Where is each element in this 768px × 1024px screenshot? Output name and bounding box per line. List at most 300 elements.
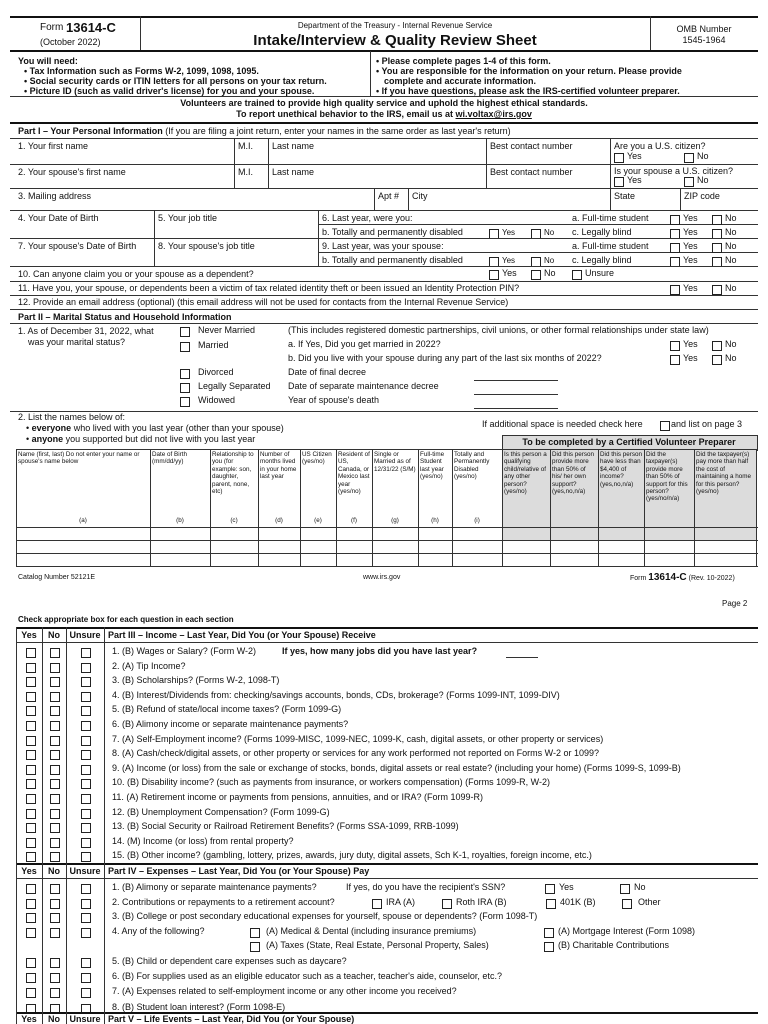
expense-2-no-checkbox[interactable] [50,899,60,909]
income-2-unsure-checkbox[interactable] [81,663,91,673]
ira-checkbox[interactable] [372,899,382,909]
dependents-column-header: US Citizen (yes/no) [302,451,332,466]
part2-title: Part II – Marital Status and Household Information [18,312,232,322]
expense-2-unsure-checkbox[interactable] [81,899,91,909]
space-note-2: and list on page 3 [671,419,743,429]
income-15-no-checkbox[interactable] [50,852,60,862]
column-head-unsure: Unsure [69,866,101,876]
dependent-cell-input[interactable] [336,553,372,566]
catalog-number: Catalog Number 52121E [18,574,96,581]
income-12-unsure-checkbox[interactable] [81,809,91,819]
expense-question: 8. (B) Student loan interest? (Form 1098-E) [112,1002,286,1012]
yes-label: Yes [502,256,516,265]
income-question: 14. (M) Income (or loss) from rental property? [112,835,294,846]
identity-yes-checkbox[interactable] [670,285,680,295]
spouse-citizen-no-checkbox[interactable] [684,177,694,187]
never-married-label: Never Married [198,325,256,335]
form-number: 13614-C [66,20,116,35]
space-note: If additional space is needed check here [482,419,643,429]
last-year-spouse-label: 9. Last year, was your spouse: [322,241,444,251]
separated-checkbox[interactable] [180,383,190,393]
expense-3-yes-checkbox[interactable] [26,913,36,923]
need-right-item: • Please complete pages 1-4 of this form. [376,56,551,66]
instructions: Check appropriate box for each question in each section [18,615,234,624]
expense-4-no-checkbox[interactable] [50,928,60,938]
spouse-death-label: Year of spouse's death [288,395,379,405]
married-label: Married [198,340,229,350]
live-with-spouse-question: b. Did you live with your spouse during any part of the last six months of 2022? [288,353,602,363]
taxes-label: (A) Taxes (State, Real Estate, Personal Property, Sales) [266,940,489,950]
income-3-yes-checkbox[interactable] [26,677,36,687]
identity-no-checkbox[interactable] [712,285,722,295]
agency: Department of the Treasury - Internal Revenue Service [297,21,493,30]
income-question: 1. (B) Wages or Salary? (Form W-2) [112,646,257,656]
taxes-checkbox[interactable] [250,942,260,952]
income-10-unsure-checkbox[interactable] [81,779,91,789]
state-label: State [614,191,636,201]
recipient-ssn-question: If yes, do you have the recipient's SSN? [346,882,506,892]
need-item: • Picture ID (such as valid driver's license) for you and your spouse. [24,86,315,96]
need-item: • Tax Information such as Forms W-2, 1099, 1098, 1095. [24,66,259,76]
dependent-cell-input[interactable] [210,527,258,540]
dependents-column-header: Totally and Permanently Disabled (yes/no) [454,451,490,481]
yes-label: Yes [683,241,698,251]
mortgage-checkbox[interactable] [544,928,554,938]
ira-label: IRA (A) [386,897,416,907]
no-label: No [725,241,737,251]
no-label: No [697,151,709,161]
spouse-dob-label: 7. Your spouse's Date of Birth [18,241,137,251]
last-name-label: Last name [272,141,315,151]
legally-blind-label: c. Legally blind [572,255,632,265]
income-question: 12. (B) Unemployment Compensation? (Form 1099-G) [112,806,330,817]
column-head-yes: Yes [21,866,37,876]
mi-label: M.I. [238,167,253,177]
need-right-item: • If you have questions, please ask the IRS-certified volunteer preparer. [376,86,680,96]
expense-5-no-checkbox[interactable] [50,958,60,968]
separated-label: Legally Separated [198,381,271,391]
dependent-cell-input[interactable] [452,553,502,566]
yes-label: Yes [683,227,698,237]
dependent-cell-input[interactable] [418,540,452,553]
yes-label: Yes [502,228,516,237]
email-question: 12. Provide an email address (optional) (this email address will not be used for contacts from the Internal Revenue Service) [18,297,509,307]
form-footer: Form 13614-C (Rev. 10-2022) [630,572,735,583]
live-with-spouse-yes-checkbox[interactable] [670,355,680,365]
income-question: 8. (A) Cash/check/digital assets, or other property or services for any work performed not reported on Forms W-2 or 1099? [112,748,600,759]
expense-6-unsure-checkbox[interactable] [81,973,91,983]
column-head-unsure: Unsure [69,1014,101,1024]
disabled-label: b. Totally and permanently disabled [322,227,463,237]
income-13-no-checkbox[interactable] [50,823,60,833]
income-11-yes-checkbox[interactable] [26,794,36,804]
roth-ira-checkbox[interactable] [442,899,452,909]
income-4-yes-checkbox[interactable] [26,692,36,702]
spouse-citizen-question: Is your spouse a U.S. citizen? [614,166,734,176]
income-5-no-checkbox[interactable] [50,706,60,716]
dependent-cell-input[interactable] [694,540,756,553]
income-8-yes-checkbox[interactable] [26,750,36,760]
dependents-column-letter: (f) [351,517,357,524]
expense-6-yes-checkbox[interactable] [26,973,36,983]
income-4-unsure-checkbox[interactable] [81,692,91,702]
live-with-spouse-no-checkbox[interactable] [712,355,722,365]
separate-decree-label: Date of separate maintenance decree [288,381,439,391]
jobs-count-input[interactable] [506,657,538,658]
dependent-cell-input[interactable] [372,540,418,553]
column-head-yes: Yes [21,1014,37,1024]
expense-question: 1. (B) Alimony or separate maintenance payments? [112,882,317,892]
identity-theft-question: 11. Have you, your spouse, or dependents been a victim of tax related identity theft or been issued an Identity Protection PIN? [18,283,520,293]
yes-label: Yes [683,353,698,363]
income-7-yes-checkbox[interactable] [26,736,36,746]
dependent-cell-input[interactable] [258,553,300,566]
income-6-yes-checkbox[interactable] [26,721,36,731]
married-2022-question: a. If Yes, Did you get married in 2022? [288,339,441,349]
expense-question: 7. (A) Expenses related to self-employment income or any other income you received? [112,986,457,996]
no-label: No [544,228,555,237]
jobs-question: If yes, how many jobs did you have last year? [282,646,478,656]
income-question: 10. (B) Disability income? (such as payments from insurance, or workers compensation) (Forms 1099-R, W-2) [112,777,550,788]
income-9-unsure-checkbox[interactable] [81,765,91,775]
expense-question: 3. (B) College or post secondary educational expenses for yourself, spouse or dependents? (Form 1098-T) [112,911,538,921]
expense-question: 5. (B) Child or dependent care expenses such as daycare? [112,956,347,966]
part3-title: Part III – Income – Last Year, Did You (or Your Spouse) Receive [108,630,376,640]
dependent-cell-input[interactable] [150,553,210,566]
yes-label: Yes [502,268,517,278]
income-13-yes-checkbox[interactable] [26,823,36,833]
spouse-citizen-yes-checkbox[interactable] [614,177,624,187]
dependent-cell-input[interactable] [418,527,452,540]
form-label: Form [40,22,64,33]
dependents-column-letter: (c) [230,517,238,524]
expense-1-unsure-checkbox[interactable] [81,884,91,894]
dependent-cell-input[interactable] [694,527,756,540]
dependents-column-header: Did the taxpayer(s) provide more than 50% of support for this person? (yes/no/n/a) [646,451,688,503]
income-12-yes-checkbox[interactable] [26,809,36,819]
marital-question: 1. As of December 31, 2022, what [18,326,154,336]
widowed-label: Widowed [198,395,236,405]
dependent-cell-input[interactable] [550,553,598,566]
dependent-cell-input[interactable] [16,527,150,540]
income-1-yes-checkbox[interactable] [26,648,36,658]
dependent-cell-input[interactable] [598,540,644,553]
citizen-question: Are you a U.S. citizen? [614,141,706,151]
need-right-item: complete and accurate information. [384,76,537,86]
income-5-unsure-checkbox[interactable] [81,706,91,716]
income-15-unsure-checkbox[interactable] [81,852,91,862]
partnership-note: (This includes registered domestic partnerships, civil unions, or other formal relationships under state law) [288,325,709,335]
dependent-cell-input[interactable] [502,540,550,553]
income-7-unsure-checkbox[interactable] [81,736,91,746]
dependents-column-header: Did this person have less than $4,400 of income? (yes,no,n/a) [600,451,642,488]
form-date: (October 2022) [40,37,101,47]
married-2022-yes-checkbox[interactable] [670,341,680,351]
spouse-student-yes-checkbox[interactable] [670,243,680,253]
yes-label: Yes [627,175,642,185]
income-11-no-checkbox[interactable] [50,794,60,804]
income-question: 15. (B) Other income? (gambling, lottery, prizes, awards, jury duty, digital assets, Sch K-1, royalties, foreign income, etc.) [112,850,592,861]
income-10-no-checkbox[interactable] [50,779,60,789]
dependent-cell-input[interactable] [694,553,756,566]
column-head-yes: Yes [21,630,37,640]
income-question: 13. (B) Social Security or Railroad Retirement Benefits? (Forms SSA-1099, RRB-1099) [112,821,459,832]
no-label: No [725,255,737,265]
part4-title: Part IV – Expenses – Last Year, Did You (or Your Spouse) Pay [108,866,370,876]
income-1-unsure-checkbox[interactable] [81,648,91,658]
dependent-no-checkbox[interactable] [531,270,541,280]
expense-4-unsure-checkbox[interactable] [81,928,91,938]
dependent-cell-input[interactable] [644,553,694,566]
divorced-label: Divorced [198,367,234,377]
dependent-cell-input[interactable] [258,540,300,553]
income-11-unsure-checkbox[interactable] [81,794,91,804]
married-2022-no-checkbox[interactable] [712,341,722,351]
income-7-no-checkbox[interactable] [50,736,60,746]
page-number: Page 2 [722,599,748,608]
contact-label: Best contact number [490,167,573,177]
income-6-unsure-checkbox[interactable] [81,721,91,731]
income-4-no-checkbox[interactable] [50,692,60,702]
dependent-cell-input[interactable] [550,527,598,540]
job-title-label: 5. Your job title [158,213,218,223]
income-1-no-checkbox[interactable] [50,648,60,658]
dependent-cell-input[interactable] [372,527,418,540]
income-8-no-checkbox[interactable] [50,750,60,760]
dependent-cell-input[interactable] [336,527,372,540]
irs-website: www.irs.gov [363,574,401,581]
income-8-unsure-checkbox[interactable] [81,750,91,760]
dependent-cell-input[interactable] [16,553,150,566]
student-yes-checkbox[interactable] [670,215,680,225]
column-head-unsure: Unsure [69,630,101,640]
dependent-yes-checkbox[interactable] [489,270,499,280]
yes-label: Yes [627,151,642,161]
volunteers-line2: To report unethical behavior to the IRS, email us at wi.voltax@irs.gov [236,109,532,119]
ssn-no-checkbox[interactable] [620,884,630,894]
dependent-cell-input[interactable] [550,540,598,553]
mi-label: M.I. [238,141,253,151]
no-label: No [725,353,737,363]
part1-title: Part I – Your Personal Information (If you are filing a joint return, enter your names in the same order as last year's return) [18,126,511,136]
expense-7-unsure-checkbox[interactable] [81,988,91,998]
column-head-no: No [48,1014,60,1024]
citizen-no-checkbox[interactable] [684,153,694,163]
no-label: No [725,339,737,349]
contact-label: Best contact number [490,141,573,151]
dependents-column-header: Is this person a qualifying child/relative of any other person? (yes/no) [504,451,547,496]
dependents-column-letter: (d) [275,517,283,524]
income-3-unsure-checkbox[interactable] [81,677,91,687]
charitable-label: (B) Charitable Contributions [558,940,670,950]
dependent-unsure-checkbox[interactable] [572,270,582,280]
expense-6-no-checkbox[interactable] [50,973,60,983]
other-checkbox[interactable] [622,899,632,909]
dependent-cell-input[interactable] [300,553,336,566]
dependent-cell-input[interactable] [598,553,644,566]
dependents-column-header: Name (first, last) Do not enter your name or spouse's name below [18,451,140,466]
income-6-no-checkbox[interactable] [50,721,60,731]
student-no-checkbox[interactable] [712,215,722,225]
expense-question: 4. Any of the following? [112,926,205,936]
dependents-column-header: Full-time Student last year (yes/no) [420,451,445,481]
income-14-unsure-checkbox[interactable] [81,838,91,848]
last-name-label: Last name [272,167,315,177]
never-married-checkbox[interactable] [180,327,190,337]
spouse-student-no-checkbox[interactable] [712,243,722,253]
income-question: 2. (A) Tip Income? [112,660,186,671]
marital-question-2: was your marital status? [28,337,126,347]
page-title: Intake/Interview & Quality Review Sheet [253,32,537,49]
dependent-cell-input[interactable] [336,540,372,553]
city-label: City [412,191,428,201]
income-3-no-checkbox[interactable] [50,677,60,687]
dependent-cell-input[interactable] [300,540,336,553]
charitable-checkbox[interactable] [544,942,554,952]
dependents-column-header: Number of months lived in your home last year [260,451,297,481]
anyone-line: • anyone you supported but did not live with you last year [26,434,256,444]
spouse-job-title-label: 8. Your spouse's job title [158,241,255,251]
expense-question: 6. (B) For supplies used as an eligible educator such as a teacher, teacher's aide, counselor, etc.? [112,971,502,981]
expense-4-yes-checkbox[interactable] [26,928,36,938]
dependents-column-header: Relationship to you (for example: son, daughter, parent, none, etc) [212,451,254,496]
income-2-yes-checkbox[interactable] [26,663,36,673]
citizen-yes-checkbox[interactable] [614,153,624,163]
income-question: 9. (A) Income (or loss) from the sale or exchange of stocks, bonds, digital assets or real estate? (including your home) (Forms 1099-S, 1099-B) [112,762,681,773]
expense-5-unsure-checkbox[interactable] [81,958,91,968]
spouse-first-name-label: 2. Your spouse's first name [18,167,126,177]
income-15-yes-checkbox[interactable] [26,852,36,862]
final-decree-label: Date of final decree [288,367,367,377]
part5-title: Part V – Life Events – Last Year, Did You (or Your Spouse) [108,1014,355,1024]
divorced-checkbox[interactable] [180,369,190,379]
unsure-label: Unsure [585,268,615,278]
additional-space-checkbox[interactable] [660,421,670,431]
dependents-column-header: Resident of US, Canada, or Mexico last year (yes/no) [338,451,370,496]
expense-1-no-checkbox[interactable] [50,884,60,894]
income-question: 5. (B) Refund of state/local income taxes? (Form 1099-G) [112,704,342,715]
no-label: No [725,213,737,223]
k401-checkbox[interactable] [546,899,556,909]
dependent-cell-input[interactable] [210,553,258,566]
ssn-yes-checkbox[interactable] [545,884,555,894]
dependent-cell-input[interactable] [418,553,452,566]
everyone-line: • everyone who lived with you last year (other than your spouse) [26,423,284,433]
spouse-disabled-label: b. Totally and permanently disabled [322,255,463,265]
dependents-column-header: Did the taxpayer(s) pay more than half the cost of maintaining a home for this person? (yes/no) [696,451,751,496]
other-label: Other [638,897,661,907]
need-right-item: • You are responsible for the information on your return. Please provide [376,66,682,76]
dependent-cell-input[interactable] [300,527,336,540]
yes-label: Yes [559,882,574,892]
dependent-cell-input[interactable] [372,553,418,566]
medical-checkbox[interactable] [250,928,260,938]
no-label: No [697,175,709,185]
expense-7-yes-checkbox[interactable] [26,988,36,998]
expense-7-no-checkbox[interactable] [50,988,60,998]
income-question: 11. (A) Retirement income or payments from pensions, annuities, and or IRA? (Form 1099-R) [112,792,483,802]
roth-ira-label: Roth IRA (B) [456,897,507,907]
income-question: 4. (B) Interest/Dividends from: checking/savings accounts, bonds, CDs, brokerage? (Forms 1099-INT, 1099-DIV) [112,689,560,700]
expense-1-yes-checkbox[interactable] [26,884,36,894]
married-checkbox[interactable] [180,342,190,352]
need-title: You will need: [18,56,78,66]
widowed-checkbox[interactable] [180,397,190,407]
income-9-no-checkbox[interactable] [50,765,60,775]
income-2-no-checkbox[interactable] [50,663,60,673]
dependent-cell-input[interactable] [644,540,694,553]
dependent-cell-input[interactable] [598,527,644,540]
dependent-cell-input[interactable] [150,540,210,553]
dependent-cell-input[interactable] [502,527,550,540]
no-label: No [544,268,556,278]
dependent-cell-input[interactable] [210,540,258,553]
expense-3-unsure-checkbox[interactable] [81,913,91,923]
expense-3-no-checkbox[interactable] [50,913,60,923]
column-head-no: No [48,866,60,876]
dependent-cell-input[interactable] [16,540,150,553]
dependent-cell-input[interactable] [452,527,502,540]
dependents-column-letter: (g) [391,517,399,524]
list-title: 2. List the names below of: [18,412,126,422]
mortgage-label: (A) Mortgage Interest (Form 1098) [558,926,696,936]
apt-label: Apt # [378,191,400,201]
income-question: 3. (B) Scholarships? (Forms W-2, 1098-T) [112,675,280,686]
expense-5-yes-checkbox[interactable] [26,958,36,968]
income-13-unsure-checkbox[interactable] [81,823,91,833]
need-item: • Social security cards or ITIN letters for all persons on your tax return. [24,76,327,86]
column-head-no: No [48,630,60,640]
dependent-cell-input[interactable] [150,527,210,540]
income-question: 7. (A) Self-Employment income? (Forms 1099-MISC, 1099-NEC, 1099-K, cash, digital assets, or other property or services) [112,733,604,744]
no-label: No [725,227,737,237]
no-label: No [634,882,646,892]
fulltime-student-label: a. Full-time student [572,213,649,223]
dependent-cell-input[interactable] [452,540,502,553]
omb-number: 1545-1964 [682,35,726,45]
dependents-column-letter: (a) [79,517,87,524]
dependents-column-letter: (e) [314,517,322,524]
dependent-cell-input[interactable] [258,527,300,540]
income-14-yes-checkbox[interactable] [26,838,36,848]
dependents-column-letter: (b) [176,517,184,524]
income-14-no-checkbox[interactable] [50,838,60,848]
income-5-yes-checkbox[interactable] [26,706,36,716]
income-10-yes-checkbox[interactable] [26,779,36,789]
last-year-you-label: 6. Last year, were you: [322,213,413,223]
expense-2-yes-checkbox[interactable] [26,899,36,909]
income-question: 6. (B) Alimony income or separate maintenance payments? [112,719,349,729]
no-label: No [725,283,737,293]
dependents-column-header: Single or Married as of 12/31/22 (S/M) [374,451,416,473]
mailing-address-label: 3. Mailing address [18,191,92,201]
dependents-column-letter: (i) [474,517,480,524]
legally-blind-label: c. Legally blind [572,227,632,237]
yes-label: Yes [683,283,698,293]
income-9-yes-checkbox[interactable] [26,765,36,775]
yes-label: Yes [683,255,698,265]
omb-label: OMB Number [676,24,732,34]
report-email-link[interactable]: wi.voltax@irs.gov [455,109,532,119]
first-name-label: 1. Your first name [18,141,89,151]
volunteers-line1: Volunteers are trained to provide high quality service and uphold the highest ethical standards. [180,98,588,108]
dependent-cell-input[interactable] [502,553,550,566]
expense-question: 2. Contributions or repayments to a retirement account? [112,897,335,907]
income-12-no-checkbox[interactable] [50,809,60,819]
yes-label: Yes [683,339,698,349]
dependent-cell-input[interactable] [644,527,694,540]
dependents-column-letter: (h) [431,517,439,524]
